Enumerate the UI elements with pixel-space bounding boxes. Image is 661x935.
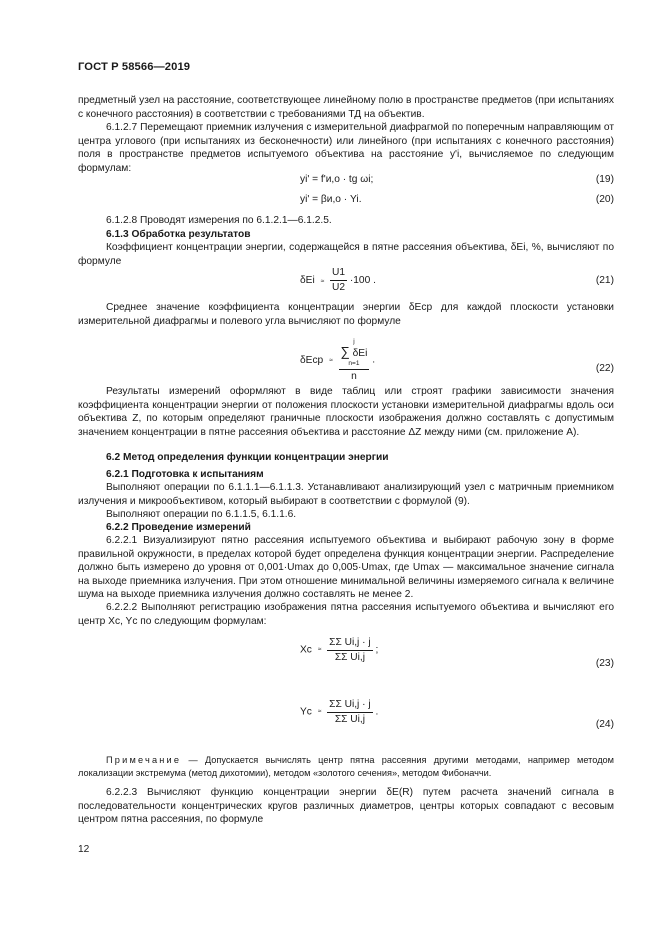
heading-6-1-3: 6.1.3 Обработка результатов [106,229,251,240]
note-block [78,754,614,780]
formula-22-number: (22) [595,363,614,374]
paragraph-6-2-1: Выполняют операции по 6.1.1.1—6.1.1.3. Устанавливают анализирующий узел с матричным приемником излучения и микрообъективом, который выбирают в соответствии с формулой (9). [78,482,614,507]
formula-24-lhs: Yc [300,706,312,718]
formula-22-sigma: ∑ [340,344,350,359]
formula-22-numerator [339,337,370,369]
formula-23: Xc ≈ $\frac{\text{ΣΣ Ui,j · j}}{\text{ΣΣ Ui,j}}$ ; [300,637,379,663]
paragraph-6-2-2-2: 6.2.2.2 Выполняют регистрацию изображения пятна рассеяния испытуемого объектива и вычисляют его центр Xc, Yc по следующим формулам: [78,602,614,627]
formula-21-tail: ·100 . [349,274,376,286]
formula-23-denominator: ΣΣ Ui,j [327,650,372,665]
page-number: 12 [78,844,90,855]
formula-23-numerator: ΣΣ Ui,j · j [329,637,371,648]
formula-21-lhs: δEi [300,274,315,286]
paragraph-6-2-1-b: Выполняют операции по 6.1.1.5, 6.1.1.6. [106,509,297,520]
formula-22-denominator: n [339,369,370,384]
formula-22-tail: . [372,354,376,366]
formula-23-tail: ; [375,644,379,656]
formula-22-term: δEi [352,348,368,359]
formula-24: Yc ≈ $\frac{\text{ΣΣ Ui,j · j}}{\text{ΣΣ Ui,j}}$ . [300,699,379,725]
paragraph-6-2-2-3: 6.2.2.3 Вычисляют функцию концентрации энергии δE(R) путем расчета значений сигнала в последовательности концентрических кругов различных диаметров, центры которых совпадают с весовым центром пятна рассеяния, по формуле [78,787,614,826]
formula-24-denominator: ΣΣ Ui,j [327,712,372,727]
note-text: — Допускается вычислять центр пятна рассеяния другими методами, например методом локализации экстремума (метод дихотомии), методом «золотого сечения», методом Фибоначчи. [78,755,614,778]
paragraph-results: Результаты измерений оформляют в виде таблиц или строят графики зависимости значения коэффициента концентрации энергии от положения плоскости установки измерительной диафрагмы вдоль оси объектива Z, по которым определяют граничные плоскости изображения должно составлять с допустимым значением концентрации в пятне рассеяния объектива и расстояние ΔZ между ними (см. приложение А). [78,386,614,438]
heading-6-2: 6.2 Метод определения функции концентрации энергии [106,452,389,463]
formula-21-numerator: U1 [332,267,346,278]
formula-22-sum-bottom: n=1 [348,360,360,367]
formula-24-number: (24) [595,719,614,730]
paragraph-6-1-2-7: 6.1.2.7 Перемещают приемник излучения с измерительной диафрагмой по поперечным направляющим от центра углового (при испытаниях из бесконечности) или линейного (при испытаниях с конечного расстояния) поля в пространстве предметов испытуемого объектива на расстояние y'i, вычисляемое по следующим формулам: [78,122,614,174]
formula-21-denominator: U2 [332,281,346,293]
paragraph-mean-value: Среднее значение коэффициента концентрации энергии δEср для каждой плоскости установки измерительной диафрагмы и полевого угла вычисляют по формуле [78,302,614,327]
formula-22-sum-top: j [353,338,355,345]
formula-22: δEср ≈ j ∑ δEi n=1 n . [300,338,376,382]
paragraph-6-2-2-1: 6.2.2.1 Визуализируют пятно рассеяния испытуемого объектива и выбирают рабочую зону в форме правильной окружности, в пределах которой будет определена функция концентрации энергии. Распределение должно быть измерено до уровня от 0,001·Umax до 0,005·Umax, где Umax — максимальное значение сигнала на выходе приемника излучения. При этом отношение минимальной величины измеряемого сигнала к величине шума на выходе приемника излучения должно составлять не менее 2. [78,535,614,601]
formula-20-number: (20) [595,194,614,205]
paragraph-6-1-3: Коэффициент концентрации энергии, содержащейся в пятне рассеяния объектива, δEi, %, вычисляют по формуле [78,242,614,267]
formula-21: δEi ≈ $\frac{U1}{U2}$ ·100 . [300,267,376,293]
formula-24-numerator: ΣΣ Ui,j · j [329,699,371,710]
intro-paragraph: предметный узел на расстояние, соответствующее линейному полю в пространстве предметов (при испытаниях с конечного расстояния) в соответствии с требованиями ТД на объектив. [78,95,614,120]
formula-19-number: (19) [595,174,614,185]
heading-6-2-2: 6.2.2 Проведение измерений [106,522,251,533]
formula-19: yi' = f'и,о · tg ωi; [300,174,374,185]
formula-20: yi' = βи,о · Yi. [300,194,362,205]
heading-6-2-1: 6.2.1 Подготовка к испытаниям [106,469,264,480]
formula-23-lhs: Xc [300,644,312,656]
formula-23-number: (23) [595,658,614,669]
note-label: Примечание [106,755,182,765]
formula-23-fraction [327,636,372,664]
formula-21-number: (21) [595,275,614,286]
formula-22-fraction [339,337,370,384]
standard-header: ГОСТ Р 58566—2019 [78,61,191,73]
formula-24-tail: . [375,706,379,718]
formula-24-fraction [327,698,372,726]
formula-21-fraction [330,266,347,294]
paragraph-6-1-2-8: 6.1.2.8 Проводят измерения по 6.1.2.1—6.1.2.5. [106,215,332,226]
formula-22-lhs: δEср [300,354,324,366]
